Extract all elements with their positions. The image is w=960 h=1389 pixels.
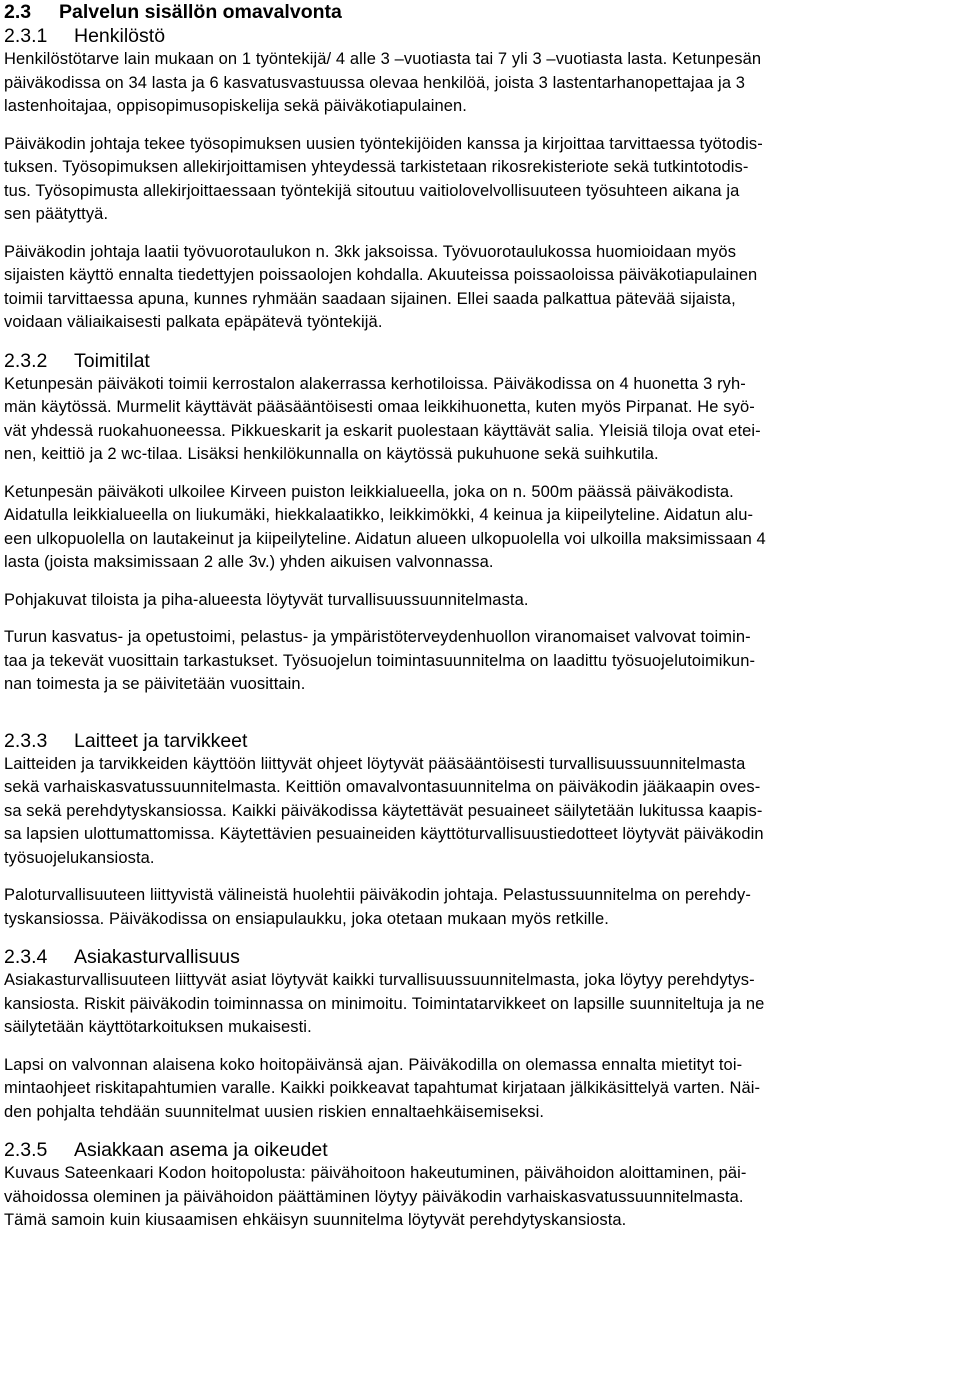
text-line: Kuvaus Sateenkaari Kodon hoitopolusta: päivähoitoon hakeutuminen, päivähoidon aloittaminen, päi- [4,1164,747,1182]
text-line: Asiakasturvallisuuteen liittyvät asiat löytyvät kaikki turvallisuussuunnitelmasta, joka löytyy perehdytys- [4,971,755,989]
paragraph [4,1162,956,1233]
text-line: tus. Työsopimusta allekirjoittaessaan työntekijä sitoutuu vaitiolovelvollisuuteen työsuhteen aikana ja [4,181,740,200]
paragraph [4,133,956,227]
text-line: Päiväkodin johtaja laatii työvuorotaulukon n. 3kk jaksoissa. Työvuorotaulukossa huomioidaan myös [4,242,737,261]
text-line: män käytössä. Murmelit käyttävät pääsääntöisesti omaa leikkihuonetta, kuten myös Pirpanat. He syö- [4,398,755,416]
text-line: Pohjakuvat tiloista ja piha-alueesta löytyvät turvallisuussuunnitelmasta. [4,590,529,609]
paragraph [4,48,956,119]
text-line: een ulkopuolella on lautakeinut ja kiipeilyteline. Aidatun alueen ulkopuolella voi ulkoilla maksimissaan 4 [4,529,766,548]
text-line: päiväkodissa on 34 lasta ja 6 kasvatusvastuussa olevaa henkilöä, joista 3 lastentarhanopettajaa ja 3 [4,73,746,92]
section-title: Toimitilat [74,349,150,372]
text-line: lastenhoitajaa, oppisopimusopiskelija sekä päiväkotiapulainen. [4,97,467,115]
text-line: tyskansiossa. Päiväkodissa on ensiapulaukku, joka otetaan mukaan myös retkille. [4,909,609,928]
text-line: Henkilöstötarve lain mukaan on 1 työntekijä/ 4 alle 3 –vuotiasta tai 7 yli 3 –vuotiasta lasta. Ketunpesän [4,50,762,68]
text-line: Turun kasvatus- ja opetustoimi, pelastus- ja ympäristöterveydenhuollon viranomaiset valvovat toimin- [4,628,751,646]
paragraph [4,626,956,697]
text-line: lasta (joista maksimissaan 2 alle 3v.) yhden aikuisen valvonnassa. [4,553,494,571]
text-line: mintaohjeet riskitapahtumien varalle. Kaikki poikkeavat tapahtumat kirjataan jälkikäsittelyä varten. Näi- [4,1079,761,1097]
text-line: Ketunpesän päiväkoti toimii kerrostalon alakerrassa kerhotiloissa. Päiväkodissa on 4 huonetta 3 ryh- [4,374,746,393]
text-line: nan toimesta ja se päivitetään vuosittain. [4,675,306,693]
text-line: sa sekä perehdytyskansiossa. Kaikki päiväkodissa käytettävät pesuaineet säilytetään lukitussa kaapis- [4,801,763,820]
text-line: Lapsi on valvonnan alaisena koko hoitopäivänsä ajan. Päiväkodilla on olemassa ennalta mietityt toi- [4,1055,743,1074]
text-line: sen päätyttyä. [4,205,109,223]
text-line: työsuojelukansiosta. [4,848,155,867]
section-number: 2.3.1 [4,25,48,47]
section-number: 2.3.5 [4,1139,48,1161]
section-heading-2-3-4 [4,945,956,969]
text-line: toimii tarvittaessa apuna, kunnes ryhmään saadaan sijainen. Ellei saada palkattua pätevää sijaista, [4,289,736,308]
paragraph [4,241,956,335]
section-heading-2-3-2 [4,349,956,373]
text-line: Tämä samoin kuin kiusaamisen ehkäisyn suunnitelma löytyvät perehdytyskansiosta. [4,1211,627,1229]
section-title: Palvelun sisällön omavalvonta [59,1,342,23]
section-number: 2.3.2 [4,349,48,372]
text-line: säilytetään käyttötarkoituksen mukaisesti. [4,1018,312,1036]
section-title: Asiakasturvallisuus [74,946,240,968]
text-line: vät yhdessä ruokahuoneessa. Pikkueskarit ja eskarit puolestaan käyttävät salia. Yleisiä tiloja ovat etei- [4,421,761,440]
paragraph [4,481,956,575]
text-line: den pohjalta tehdään suunnitelmat uusien riskien ennaltaehkäisemiseksi. [4,1102,545,1121]
paragraph [4,589,956,613]
paragraph [4,753,956,871]
text-line: sijaisten käyttö ennalta tiedettyjen poissaolojen kohdalla. Akuuteissa poissaoloissa päiväkotiapulainen [4,266,758,284]
section-heading-2-3 [4,0,956,24]
text-line: vähoidossa oleminen ja päivähoidon päättäminen löytyy päiväkodin varhaiskasvatussuunnitelmasta. [4,1187,744,1206]
text-line: Paloturvallisuuteen liittyvistä välineistä huolehtii päiväkodin johtaja. Pelastussuunnitelma on perehdy- [4,886,751,904]
text-line: voidaan väliaikaisesti palkata epäpätevä työntekijä. [4,313,383,331]
text-line: sa lapsien ulottumattomissa. Käytettävien pesuaineiden käyttöturvallisuustiedotteet löytyvät päiväkodin [4,825,764,843]
paragraph [4,969,956,1040]
section-heading-2-3-3 [4,729,956,753]
paragraph [4,373,956,467]
text-line: Ketunpesän päiväkoti ulkoilee Kirveen puiston leikkialueella, joka on n. 500m päässä päiväkodista. [4,482,734,501]
section-number: 2.3.3 [4,729,48,752]
section-number: 2.3.4 [4,946,48,968]
section-title: Asiakkaan asema ja oikeudet [74,1139,328,1161]
paragraph [4,1054,956,1125]
text-line: Laitteiden ja tarvikkeiden käyttöön liittyvät ohjeet löytyvät pääsääntöisesti turvallisuussuunnitelmasta [4,754,746,773]
text-line: Aidatulla leikkialueella on liukumäki, hiekkalaatikko, leikkimökki, 4 keinua ja kiipeilyteline. Aidatun alu- [4,506,754,524]
paragraph [4,884,956,931]
text-line: sekä varhaiskasvatussuunnitelmasta. Keittiön omavalvontasuunnitelma on päiväkodin jääkaapin oves- [4,778,761,796]
section-title: Henkilöstö [74,25,166,47]
text-line: taa ja tekevät vuosittain tarkastukset. Työsuojelun toimintasuunnitelma on laadittu työsuojelutoimikun- [4,651,756,670]
section-heading-2-3-5 [4,1138,956,1162]
section-heading-2-3-1 [4,24,956,48]
text-line: Päiväkodin johtaja tekee työsopimuksen uusien työntekijöiden kanssa ja kirjoittaa tarvittaessa työtodis- [4,134,763,153]
text-line: kansiosta. Riskit päiväkodin toiminnassa on minimoitu. Toimintatarvikkeet on lapsille suunniteltuja ja ne [4,994,765,1013]
section-number: 2.3 [4,1,32,23]
text-line: nen, keittiö ja 2 wc-tilaa. Lisäksi henkilökunnalla on käytössä pukuhuone sekä suihkutila. [4,445,659,463]
section-title: Laitteet ja tarvikkeet [74,729,248,752]
text-line: tuksen. Työsopimuksen allekirjoittamisen yhteydessä tarkistetaan rikosrekisteriote sekä tutkintotodis- [4,158,749,176]
document-page [4,0,956,1233]
